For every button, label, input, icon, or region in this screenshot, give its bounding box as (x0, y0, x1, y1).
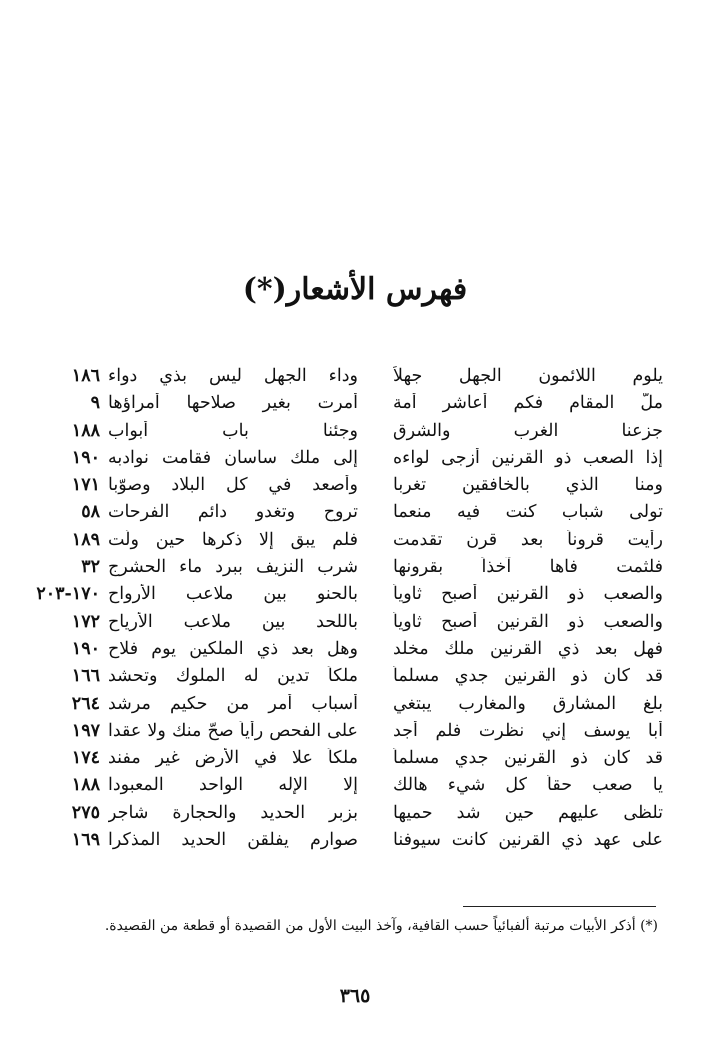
second-hemistich: وجئنا باب أبواب (108, 420, 358, 441)
verse-row (0, 612, 710, 639)
page-reference: ١٧٢ (71, 611, 100, 632)
page-reference: ١٨٩ (71, 529, 100, 550)
first-hemistich: قد كان ذو القرنين جدي مسلماً (393, 748, 663, 769)
page-reference: ١٧٤ (71, 748, 100, 769)
second-hemistich: بالحنو بين ملاعب الأرواح (108, 584, 358, 605)
second-hemistich: بزبر الحديد والحجارة شاجر (108, 802, 358, 823)
page-reference: ١٦٦ (71, 666, 100, 687)
page-reference: ١٨٦ (71, 366, 100, 386)
first-hemistich: ومنا الذي بالخافقين تغربا (393, 475, 663, 496)
second-hemistich: شرب النزيف ببرد ماء الحشرج (108, 557, 358, 578)
first-hemistich: أبا يوسف إني نظرت فلم أجد (393, 720, 663, 741)
first-hemistich: على عهد ذي القرنين كانت سيوفنا (393, 830, 663, 851)
page-reference: ٥٨ (81, 502, 100, 523)
second-hemistich: على الفحص رأياً صحّ منك ولا عقدا (108, 720, 358, 741)
page-reference: ١٧٠-٢٠٣ (36, 584, 100, 605)
second-hemistich: وهل بعد ذي الملكين يوم فلاح (108, 638, 358, 659)
footnote-divider (463, 906, 656, 907)
first-hemistich: والصعب ذو القرنين أصبح ثاوياً (393, 584, 663, 605)
verse-row (0, 366, 710, 393)
first-hemistich: رأيت قروناً بعد قرن تقدمت (393, 529, 663, 550)
page-reference: ١٩٧ (71, 720, 100, 741)
page-reference: ٣٢ (81, 557, 100, 578)
first-hemistich: ملَّ المقام فكم أعاشر أمة (393, 393, 663, 414)
first-hemistich: إذا الصعب ذو القرنين أزجى لواءه (393, 447, 663, 468)
poetry-index-table (0, 366, 710, 857)
second-hemistich: أمرت بغير صلاحها أمراؤها (108, 393, 358, 414)
verse-row (0, 502, 710, 529)
second-hemistich: صوارم يفلقن الحديد المذكرا (108, 830, 358, 851)
first-hemistich: قد كان ذو القرنين جدي مسلماً (393, 666, 663, 687)
verse-row (0, 721, 710, 748)
page-reference: ١٨٨ (71, 775, 100, 796)
verse-row (0, 421, 710, 448)
verse-row (0, 393, 710, 420)
verse-row (0, 775, 710, 802)
second-hemistich: إلى ملك ساسان فقامت نوادبه (108, 447, 358, 468)
verse-row (0, 475, 710, 502)
verse-row (0, 830, 710, 857)
page-reference: ١٧١ (71, 475, 100, 496)
verse-row (0, 666, 710, 693)
verse-row (0, 584, 710, 611)
second-hemistich: تروح وتغدو دائم الفرحات (108, 502, 358, 523)
page-title: فهرس الأشعار(*) (242, 272, 468, 307)
page-reference: ٢٦٤ (71, 693, 100, 714)
first-hemistich: بلغ المشارق والمغارب يبتغي (393, 693, 663, 714)
verse-row (0, 557, 710, 584)
verse-row (0, 448, 710, 475)
second-hemistich: ملكاً تدين له الملوك وتحشد (108, 666, 358, 687)
page-reference: ٩ (90, 393, 100, 414)
second-hemistich: ملكاً علا في الأرض غير مفند (108, 748, 358, 769)
verse-row (0, 748, 710, 775)
second-hemistich: أسباب أمر من حكيم مرشد (108, 693, 358, 714)
footnote: (*) أذكر الأبيات مرتبة ألفبائياً حسب القافية، وآخذ البيت الأول من القصيدة أو قطعة من القصيدة. (104, 918, 658, 934)
second-hemistich: باللحد بين ملاعب الأرياح (108, 611, 358, 632)
verse-row (0, 694, 710, 721)
first-hemistich: تولى شباب كنت فيه منعما (393, 502, 663, 523)
page-reference: ١٨٨ (71, 420, 100, 441)
verse-row (0, 639, 710, 666)
verse-row (0, 803, 710, 830)
first-hemistich: والصعب ذو القرنين أصبح ثاوياً (393, 611, 663, 632)
second-hemistich: فلم يبق إلا ذكرها حين ولّت (108, 529, 358, 550)
page-reference: ١٩٠ (71, 447, 100, 468)
first-hemistich: فلثمت فاها آخذاً بقرونها (393, 557, 663, 578)
second-hemistich: إلا الإله الواحد المعبودا (108, 775, 358, 796)
page-reference: ١٩٠ (71, 638, 100, 659)
first-hemistich: فهل بعد ذي القرنين ملك مخلد (393, 638, 663, 659)
page-number: ٣٦٥ (339, 985, 371, 1007)
page-reference: ١٦٩ (71, 830, 100, 851)
first-hemistich: يلوم اللائمون الجهل جهلاً (393, 366, 663, 386)
second-hemistich: وداء الجهل ليس بذي دواء (108, 366, 358, 386)
page-reference: ٢٧٥ (71, 802, 100, 823)
first-hemistich: يا صعب حقاً كل شيء هالك (393, 775, 663, 796)
first-hemistich: تلظى عليهم حين شد حميها (393, 802, 663, 823)
second-hemistich: وأصعد في كل البلاد وصوّبا (108, 475, 358, 496)
first-hemistich: جزعنا الغرب والشرق (393, 420, 663, 441)
verse-row (0, 530, 710, 557)
